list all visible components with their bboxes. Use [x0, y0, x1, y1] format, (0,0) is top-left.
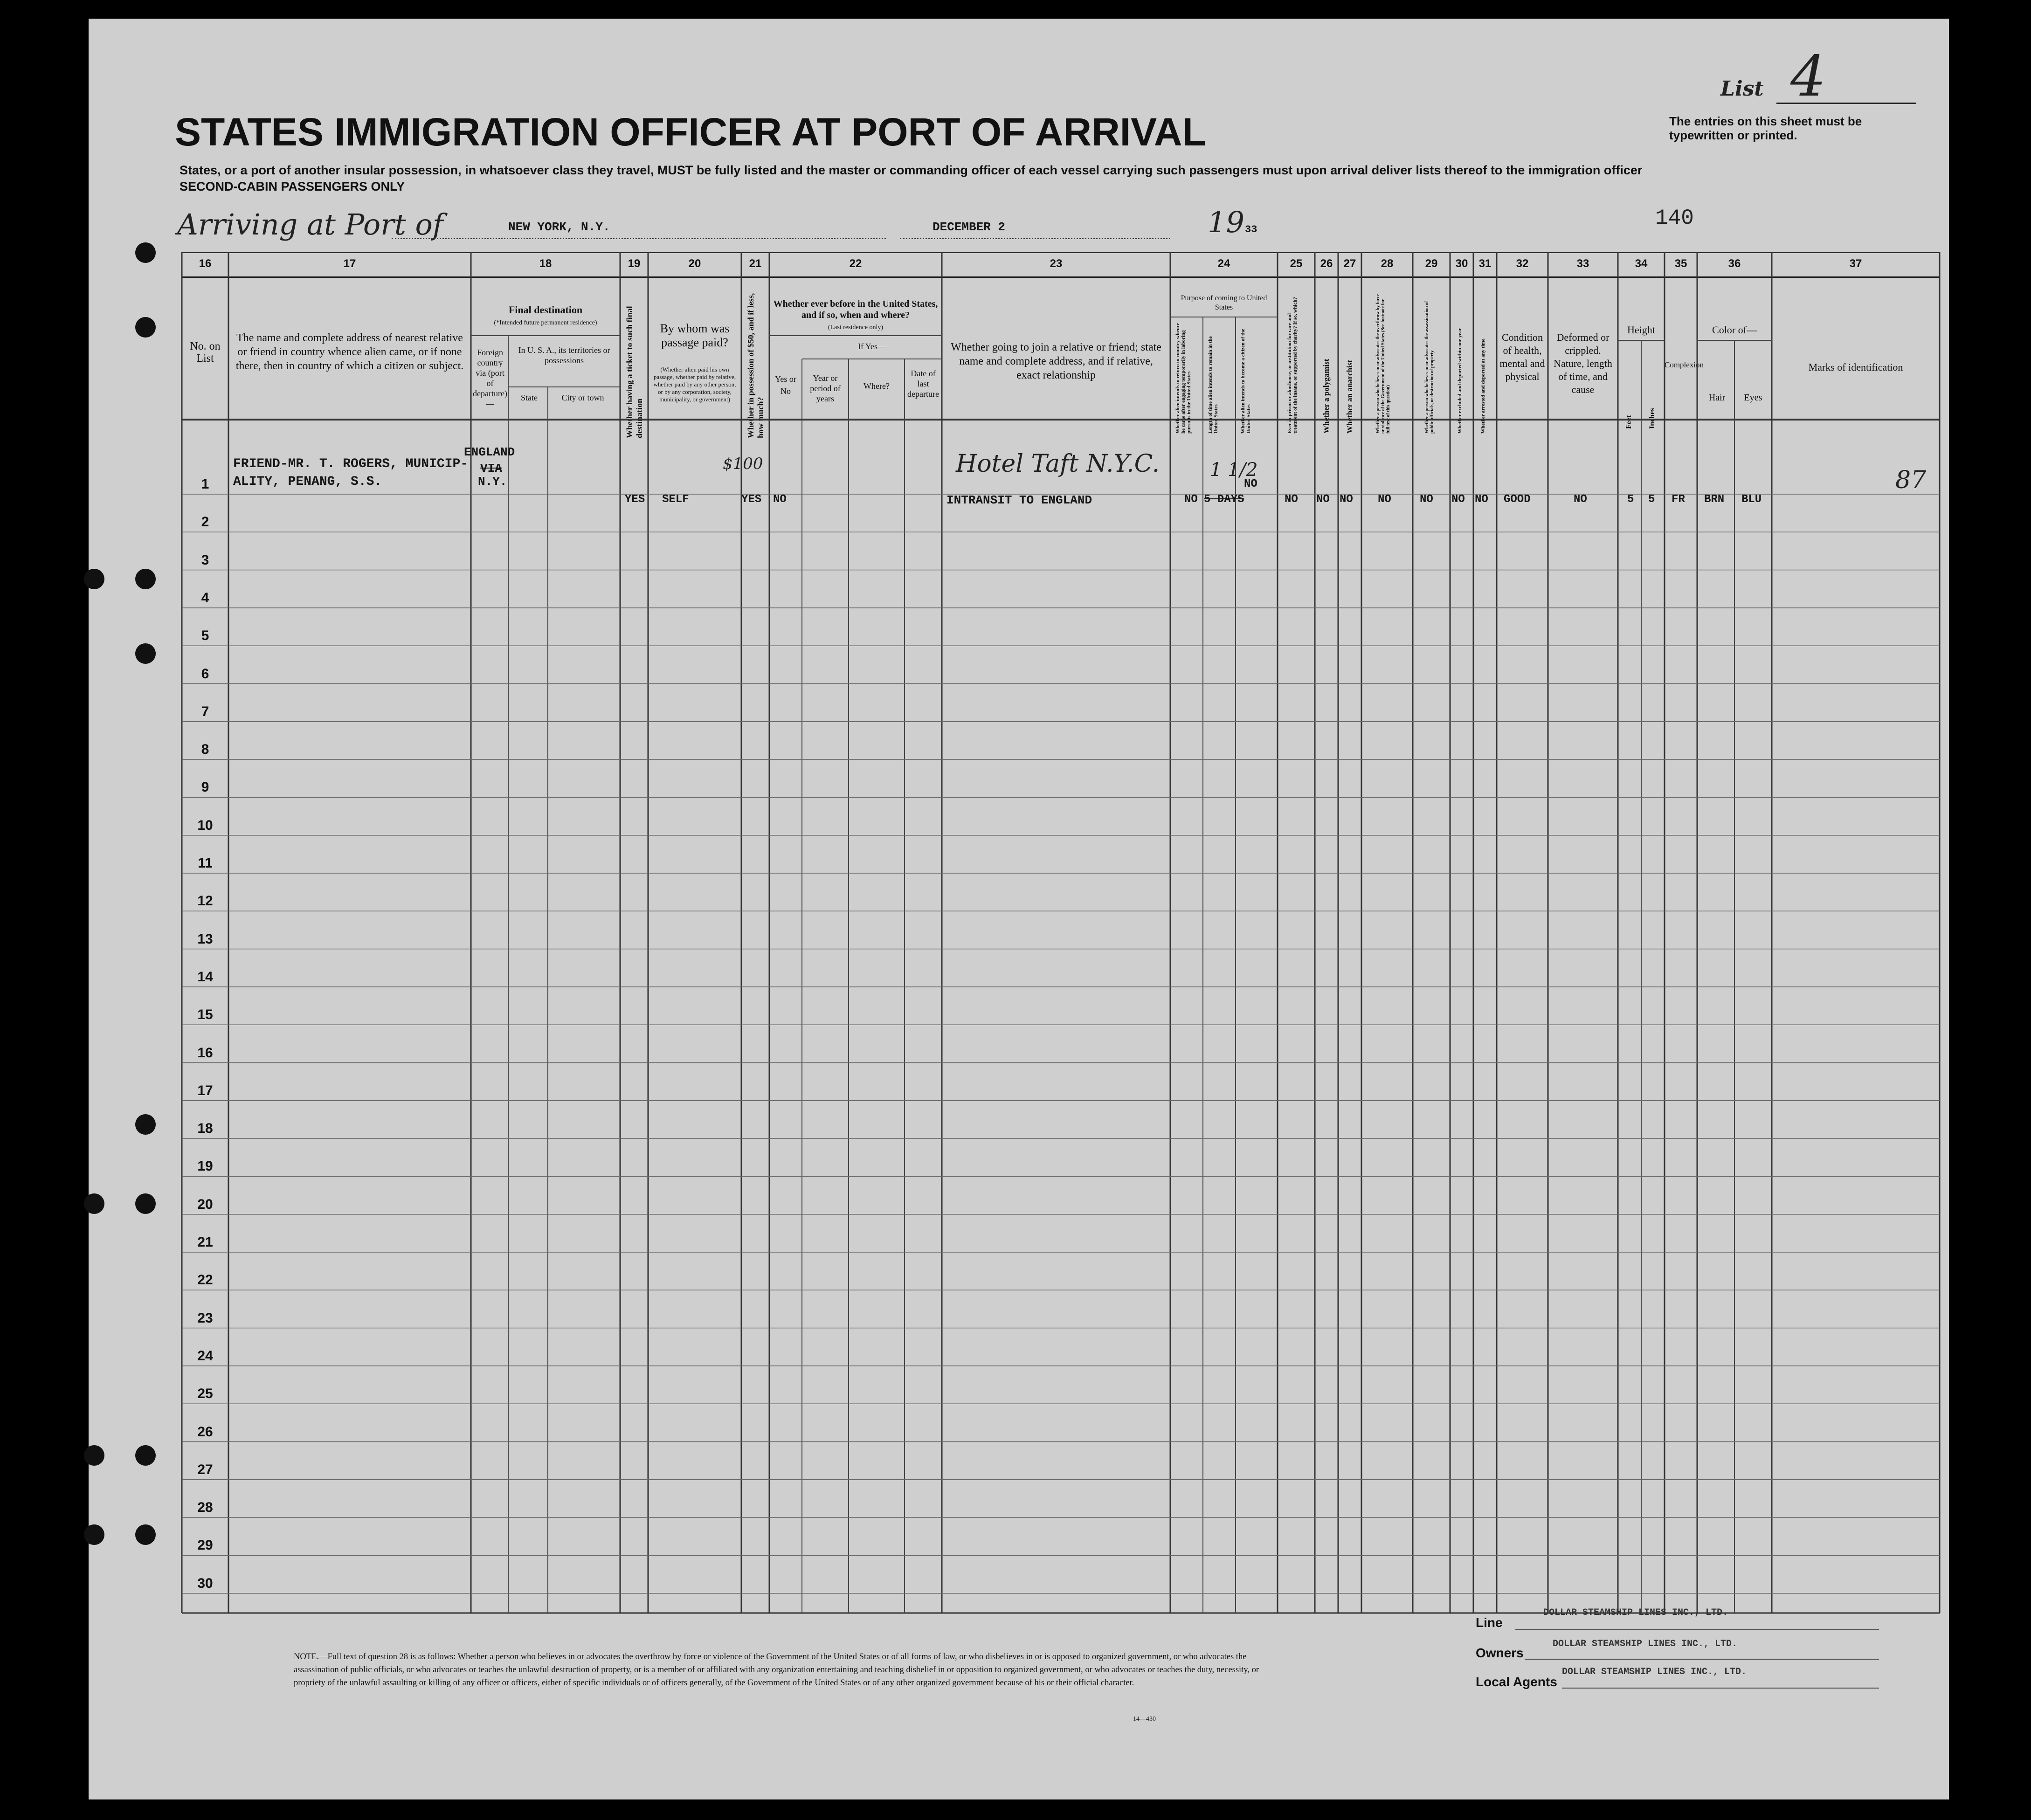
- colnum-25: 25: [1290, 257, 1303, 270]
- colnum-33: 33: [1576, 257, 1589, 270]
- col18-city: City or town: [561, 393, 604, 402]
- deported-value: NO: [1475, 493, 1488, 506]
- col20-sub: (Whether alien paid his own passage, whether paid by relative, whether paid by any other person, or by any corporation, society, municipality, or government): [653, 366, 736, 403]
- table-grid: [89, 19, 1949, 1799]
- col34-inches: Inches: [1648, 408, 1656, 429]
- col18-sub: (*Intended future permanent residence): [494, 319, 597, 326]
- row-number: 22: [197, 1272, 213, 1288]
- colnum-20: 20: [688, 257, 701, 270]
- row-number: 10: [197, 817, 213, 833]
- manifest-sheet: [89, 19, 1949, 1799]
- length-stay-value: 5 DAYS: [1204, 493, 1244, 506]
- colnum-36: 36: [1728, 257, 1741, 270]
- colnum-26: 26: [1320, 257, 1333, 270]
- col18-state: State: [521, 393, 538, 402]
- dest-foreign-struck: VIA: [480, 462, 502, 476]
- row-number: 11: [198, 855, 213, 871]
- list-label: List: [1720, 77, 1764, 101]
- col21-header: Whether in possession of $50, and if less, how much?: [746, 293, 765, 438]
- colnum-16: 16: [199, 257, 212, 270]
- col31-header: Whether arrested and deported at any time: [1480, 338, 1486, 434]
- col19-header: Whether having a ticket to such final destination: [625, 306, 644, 438]
- colnum-18: 18: [539, 257, 552, 270]
- prison-value: NO: [1285, 493, 1298, 506]
- col36-eyes: Eyes: [1744, 393, 1762, 403]
- colnum-21: 21: [749, 257, 762, 270]
- row-number: 26: [197, 1424, 213, 1440]
- owners-label: Owners: [1476, 1646, 1524, 1660]
- row-number: 20: [197, 1196, 213, 1212]
- paid-by-value: SELF: [662, 493, 689, 506]
- stamp-number: 140: [1655, 206, 1694, 230]
- col22-year: Year or period of years: [810, 373, 841, 403]
- col24-c: Whether alien intends to become a citizen of the United States: [1240, 329, 1251, 434]
- col22-title: Whether ever before in the United States, and if so, when and where?: [773, 299, 938, 320]
- col16-header: No. on List: [190, 340, 221, 365]
- col22-sub: (Last residence only): [828, 324, 884, 331]
- anarchist-value: NO: [1340, 493, 1353, 506]
- col18-foreign: Foreign country via (port of departure)—: [473, 348, 507, 408]
- col18-usa: In U. S. A., its territories or possessions: [518, 345, 610, 365]
- row-number: 13: [197, 931, 213, 947]
- ticket-value: YES: [625, 493, 645, 506]
- agents-value: DOLLAR STEAMSHIP LINES INC., LTD.: [1562, 1667, 1747, 1677]
- col18-title: Final destination: [508, 304, 583, 316]
- col27-header: Whether an anarchist: [1345, 359, 1354, 434]
- citizen-value: NO: [1244, 478, 1257, 490]
- col24-b: Length of time alien intends to remain in the United States: [1208, 336, 1219, 434]
- row-number: 18: [197, 1121, 213, 1137]
- colnum-22: 22: [849, 257, 862, 270]
- row-number: 12: [197, 893, 213, 909]
- arriving-label: Arriving at Port of: [177, 207, 443, 241]
- colnum-34: 34: [1635, 257, 1648, 270]
- row-number: 4: [201, 590, 209, 606]
- row-number: 19: [197, 1158, 213, 1174]
- row-number: 1: [201, 476, 209, 492]
- list-number: 4: [1790, 44, 1826, 109]
- row-number: 21: [197, 1234, 213, 1250]
- dest-state: N.Y.: [478, 475, 507, 489]
- polygamist-value: NO: [1316, 493, 1330, 506]
- owners-value: DOLLAR STEAMSHIP LINES INC., LTD.: [1553, 1639, 1738, 1649]
- row-number: 6: [201, 666, 209, 682]
- col26-header: Whether a polygamist: [1322, 358, 1331, 434]
- money-value: YES: [741, 493, 762, 506]
- row-number: 25: [197, 1386, 213, 1402]
- col33-header: Deformed or crippled. Nature, length of time, and cause: [1554, 331, 1612, 395]
- inches-value: 5: [1648, 493, 1655, 506]
- row-number: 8: [201, 742, 209, 758]
- row-number: 17: [197, 1082, 213, 1098]
- colnum-19: 19: [628, 257, 641, 270]
- date-value: DECEMBER 2: [933, 220, 1006, 234]
- assassination-value: NO: [1420, 493, 1433, 506]
- col36-hair: Hair: [1708, 393, 1726, 403]
- port-value: NEW YORK, N.Y.: [508, 220, 610, 234]
- complexion-value: FR: [1672, 493, 1685, 506]
- row-number: 9: [201, 779, 209, 795]
- typewritten-instructions: The entries on this sheet must be typewritten or printed.: [1669, 114, 1862, 142]
- page-title: STATES IMMIGRATION OFFICER AT PORT OF ARRIVAL: [175, 110, 1206, 154]
- col35-header: Complexion: [1665, 360, 1704, 369]
- hair-value: BRN: [1704, 493, 1725, 506]
- agents-label: Local Agents: [1476, 1675, 1557, 1689]
- col22-where: Where?: [864, 381, 890, 391]
- deformed-value: NO: [1574, 493, 1587, 506]
- overthrow-value: NO: [1378, 493, 1391, 506]
- row-number: 23: [197, 1310, 213, 1326]
- col34-feet: Feet: [1625, 415, 1633, 429]
- row-number: 24: [197, 1348, 213, 1364]
- colnum-30: 30: [1455, 257, 1468, 270]
- col24-a: Whether alien intends to return to country whence he came after engaging temporarily in laboring pursuits in the United States: [1175, 323, 1192, 434]
- row-number: 27: [197, 1462, 213, 1477]
- col36-header: Color of—: [1712, 324, 1757, 336]
- col22-date: Date of last departure: [907, 369, 939, 399]
- col17-header: The name and complete address of nearest relative or friend in country whence alien came, or if none there, then in country of which a citizen or subject.: [235, 332, 464, 372]
- eyes-value: BLU: [1741, 493, 1762, 506]
- length-hand: 1 1/2: [1210, 459, 1258, 481]
- row-number: 5: [201, 628, 209, 644]
- year-suffix: 33: [1245, 224, 1257, 235]
- page-subtitle: States, or a port of another insular possession, in whatsoever class they travel, MUST be fully listed and the master or commanding officer of each vessel carrying such passengers must upon arrival deliver lists thereof to the immigration officer: [180, 163, 1643, 177]
- row-number: 3: [201, 552, 209, 568]
- colnum-27: 27: [1343, 257, 1356, 270]
- cabin-class: SECOND-CABIN PASSENGERS ONLY: [180, 179, 405, 193]
- colnum-23: 23: [1050, 257, 1063, 270]
- dest-foreign: ENGLAND: [464, 445, 515, 459]
- margin-mark: 87: [1895, 466, 1927, 494]
- return-intent-value: NO: [1184, 493, 1198, 506]
- colnum-35: 35: [1674, 257, 1687, 270]
- joining-hand: Hotel Taft N.Y.C.: [956, 450, 1160, 478]
- form-number: 14—430: [1133, 1716, 1156, 1723]
- row-number: 28: [197, 1500, 213, 1516]
- row-number: 7: [201, 703, 209, 719]
- colnum-17: 17: [343, 257, 356, 270]
- relative-line1: FRIEND-MR. T. ROGERS, MUNICIP-: [233, 457, 469, 471]
- colnum-24: 24: [1217, 257, 1230, 270]
- colnum-28: 28: [1381, 257, 1394, 270]
- row-number: 30: [197, 1575, 213, 1591]
- col22-yesno: Yes or No: [775, 374, 796, 396]
- colnum-29: 29: [1425, 257, 1438, 270]
- colnum-37: 37: [1849, 257, 1862, 270]
- before-us-value: NO: [773, 493, 787, 506]
- col32-header: Condition of health, mental and physical: [1499, 331, 1545, 382]
- excluded-value: NO: [1451, 493, 1465, 506]
- money-hand: $100: [723, 455, 763, 473]
- year-prefix: 19: [1208, 205, 1244, 239]
- col25-header: Ever in prison or almshouse, or institution for care and treatment of the insane, or supported by charity? If so, which?: [1287, 297, 1298, 434]
- feet-value: 5: [1627, 493, 1634, 506]
- row-number: 15: [197, 1007, 213, 1023]
- footnote: [294, 1650, 1264, 1689]
- col23-header: Whether going to join a relative or friend; state name and complete address, and if relative, exact relationship: [951, 341, 1161, 381]
- row-number: 16: [197, 1045, 213, 1061]
- row-number: 14: [197, 969, 213, 985]
- row-number: 2: [201, 514, 209, 530]
- col30-header: Whether excluded and deported within one year: [1457, 328, 1463, 434]
- line-label: Line: [1476, 1615, 1503, 1630]
- joining-value: INTRANSIT TO ENGLAND: [946, 493, 1092, 507]
- col37-header: Marks of identification: [1808, 361, 1903, 373]
- col28-header: Whether a person who believes in or advocates the overthrow by force or violence of the Government of the United States (See footnote for full text of this question): [1375, 294, 1391, 434]
- colnum-32: 32: [1516, 257, 1529, 270]
- footnote-text: NOTE.—Full text of question 28 is as follows: Whether a person who believes in or advocates the overthrow by force or violence of the Government of the United States or of all forms of law, or who disbelieves in or is opposed to organized government, or who advocates the assassination of public officials, or who advocates or teaches the unlawful destruction of property, or is a member of or affiliated with any organization entertaining and teaching disbelief in or opposition to organized government, or who advocates or teaches the duty, necessity, or propriety of the unlawful assaulting or killing of any officer or officers, either of specific individuals or of officers generally, of the Government of the United States or of any other organized government because of his or their official character.: [294, 1652, 1259, 1688]
- col24-title: Purpose of coming to United States: [1181, 294, 1267, 311]
- line-value: DOLLAR STEAMSHIP LINES INC., LTD.: [1543, 1607, 1728, 1618]
- health-value: GOOD: [1504, 493, 1531, 506]
- colnum-31: 31: [1478, 257, 1492, 270]
- col34-header: Height: [1627, 324, 1655, 336]
- col22-ifyes: If Yes—: [857, 342, 886, 351]
- col29-header: Whether a person who believes in or advocates the assassination of public officials, or destruction of property: [1424, 301, 1435, 434]
- row-number: 29: [197, 1537, 213, 1553]
- relative-line2: ALITY, PENANG, S.S.: [233, 475, 382, 489]
- col20-header: By whom was passage paid?: [660, 322, 730, 349]
